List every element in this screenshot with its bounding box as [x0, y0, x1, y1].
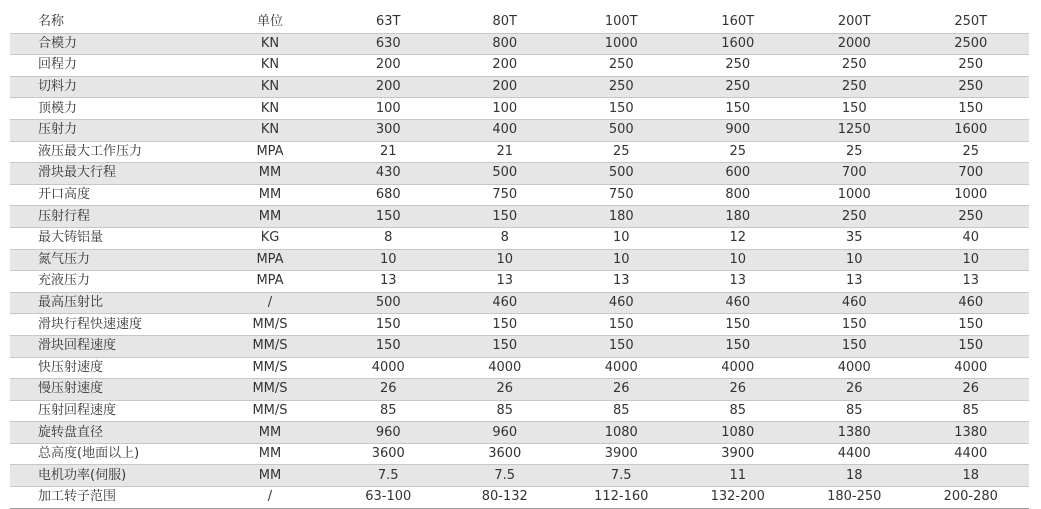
- value-cell-100t: 180: [563, 206, 680, 228]
- value-cell-250t: 85: [913, 400, 1030, 422]
- value-cell-160t: 132-200: [680, 487, 797, 509]
- value-cell-200t: 150: [796, 335, 913, 357]
- value-cell-250t: 1380: [913, 422, 1030, 444]
- value-cell-160t: 3900: [680, 443, 797, 465]
- header-name: 名称: [10, 12, 210, 33]
- value-cell-100t: 1000: [563, 33, 680, 55]
- param-unit-cell: KG: [210, 227, 330, 249]
- value-cell-250t: 26: [913, 379, 1030, 401]
- param-name-cell: 充液压力: [10, 271, 210, 293]
- value-cell-100t: 7.5: [563, 465, 680, 487]
- value-cell-250t: 13: [913, 271, 1030, 293]
- value-cell-80t: 21: [447, 141, 564, 163]
- table-row: [10, 443, 1029, 465]
- param-name-cell: 开口高度: [10, 184, 210, 206]
- value-cell-80t: 200: [447, 76, 564, 98]
- table-row: [10, 335, 1029, 357]
- value-cell-250t: 250: [913, 55, 1030, 77]
- value-cell-63t: 26: [330, 379, 447, 401]
- value-cell-100t: 13: [563, 271, 680, 293]
- param-name-cell: 压射力: [10, 119, 210, 141]
- table-row: [10, 98, 1029, 120]
- table-row: [10, 292, 1029, 314]
- value-cell-250t: 200-280: [913, 487, 1030, 509]
- param-name-cell: 总高度(地面以上): [10, 443, 210, 465]
- value-cell-63t: 200: [330, 76, 447, 98]
- value-cell-100t: 3900: [563, 443, 680, 465]
- value-cell-160t: 26: [680, 379, 797, 401]
- param-unit-cell: KN: [210, 76, 330, 98]
- param-unit-cell: MM: [210, 184, 330, 206]
- param-unit-cell: MM/S: [210, 335, 330, 357]
- value-cell-200t: 4000: [796, 357, 913, 379]
- param-unit-cell: MM/S: [210, 357, 330, 379]
- value-cell-100t: 250: [563, 55, 680, 77]
- value-cell-160t: 85: [680, 400, 797, 422]
- value-cell-63t: 680: [330, 184, 447, 206]
- value-cell-80t: 100: [447, 98, 564, 120]
- value-cell-160t: 13: [680, 271, 797, 293]
- value-cell-100t: 112-160: [563, 487, 680, 509]
- value-cell-80t: 400: [447, 119, 564, 141]
- table-row: [10, 271, 1029, 293]
- value-cell-160t: 250: [680, 55, 797, 77]
- table-row: [10, 227, 1029, 249]
- value-cell-250t: 1600: [913, 119, 1030, 141]
- value-cell-200t: 700: [796, 163, 913, 185]
- header-model-250t: 250T: [913, 12, 1030, 33]
- value-cell-200t: 1250: [796, 119, 913, 141]
- param-name-cell: 切料力: [10, 76, 210, 98]
- value-cell-160t: 900: [680, 119, 797, 141]
- value-cell-160t: 11: [680, 465, 797, 487]
- value-cell-250t: 250: [913, 206, 1030, 228]
- param-unit-cell: KN: [210, 33, 330, 55]
- value-cell-100t: 500: [563, 163, 680, 185]
- param-name-cell: 最高压射比: [10, 292, 210, 314]
- value-cell-250t: 150: [913, 98, 1030, 120]
- value-cell-63t: 150: [330, 314, 447, 336]
- param-unit-cell: MM/S: [210, 400, 330, 422]
- value-cell-100t: 4000: [563, 357, 680, 379]
- header-model-63t: 63T: [330, 12, 447, 33]
- param-unit-cell: /: [210, 487, 330, 509]
- value-cell-200t: 35: [796, 227, 913, 249]
- value-cell-250t: 4000: [913, 357, 1030, 379]
- value-cell-63t: 300: [330, 119, 447, 141]
- table-body: [10, 33, 1029, 508]
- value-cell-250t: 18: [913, 465, 1030, 487]
- value-cell-160t: 150: [680, 98, 797, 120]
- value-cell-200t: 25: [796, 141, 913, 163]
- header-model-200t: 200T: [796, 12, 913, 33]
- value-cell-80t: 85: [447, 400, 564, 422]
- value-cell-80t: 13: [447, 271, 564, 293]
- param-unit-cell: MM/S: [210, 314, 330, 336]
- value-cell-200t: 250: [796, 206, 913, 228]
- value-cell-100t: 1080: [563, 422, 680, 444]
- value-cell-80t: 500: [447, 163, 564, 185]
- value-cell-160t: 1600: [680, 33, 797, 55]
- value-cell-80t: 4000: [447, 357, 564, 379]
- value-cell-63t: 200: [330, 55, 447, 77]
- value-cell-200t: 1000: [796, 184, 913, 206]
- value-cell-100t: 25: [563, 141, 680, 163]
- param-name-cell: 电机功率(伺服): [10, 465, 210, 487]
- param-name-cell: 氮气压力: [10, 249, 210, 271]
- value-cell-160t: 150: [680, 335, 797, 357]
- value-cell-80t: 7.5: [447, 465, 564, 487]
- param-unit-cell: MPA: [210, 271, 330, 293]
- param-unit-cell: MM: [210, 422, 330, 444]
- table-row: [10, 119, 1029, 141]
- param-unit-cell: KN: [210, 55, 330, 77]
- param-name-cell: 滑块回程速度: [10, 335, 210, 357]
- value-cell-63t: 8: [330, 227, 447, 249]
- value-cell-160t: 600: [680, 163, 797, 185]
- table-row: [10, 249, 1029, 271]
- param-unit-cell: KN: [210, 119, 330, 141]
- value-cell-100t: 500: [563, 119, 680, 141]
- table-row: [10, 76, 1029, 98]
- param-name-cell: 压射行程: [10, 206, 210, 228]
- param-unit-cell: KN: [210, 98, 330, 120]
- value-cell-63t: 10: [330, 249, 447, 271]
- value-cell-80t: 460: [447, 292, 564, 314]
- value-cell-63t: 960: [330, 422, 447, 444]
- table-header: [10, 12, 1029, 33]
- value-cell-100t: 150: [563, 98, 680, 120]
- value-cell-250t: 4400: [913, 443, 1030, 465]
- param-name-cell: 滑块行程快速速度: [10, 314, 210, 336]
- table-row: [10, 184, 1029, 206]
- table-row: [10, 33, 1029, 55]
- table-row: [10, 422, 1029, 444]
- table-row: [10, 141, 1029, 163]
- value-cell-250t: 700: [913, 163, 1030, 185]
- value-cell-63t: 630: [330, 33, 447, 55]
- value-cell-100t: 10: [563, 227, 680, 249]
- value-cell-100t: 85: [563, 400, 680, 422]
- value-cell-63t: 150: [330, 335, 447, 357]
- table-row: [10, 400, 1029, 422]
- param-unit-cell: MM: [210, 443, 330, 465]
- value-cell-200t: 180-250: [796, 487, 913, 509]
- value-cell-100t: 150: [563, 314, 680, 336]
- param-unit-cell: MM: [210, 206, 330, 228]
- table-row: [10, 206, 1029, 228]
- value-cell-80t: 80-132: [447, 487, 564, 509]
- value-cell-160t: 10: [680, 249, 797, 271]
- value-cell-200t: 10: [796, 249, 913, 271]
- table-row: [10, 487, 1029, 509]
- value-cell-160t: 460: [680, 292, 797, 314]
- value-cell-200t: 250: [796, 55, 913, 77]
- value-cell-250t: 460: [913, 292, 1030, 314]
- value-cell-80t: 200: [447, 55, 564, 77]
- value-cell-63t: 4000: [330, 357, 447, 379]
- param-unit-cell: MM: [210, 163, 330, 185]
- value-cell-80t: 150: [447, 314, 564, 336]
- value-cell-200t: 4400: [796, 443, 913, 465]
- param-name-cell: 合模力: [10, 33, 210, 55]
- value-cell-80t: 3600: [447, 443, 564, 465]
- value-cell-63t: 100: [330, 98, 447, 120]
- param-name-cell: 加工转子范围: [10, 487, 210, 509]
- header-unit: 单位: [210, 12, 330, 33]
- value-cell-160t: 800: [680, 184, 797, 206]
- value-cell-250t: 150: [913, 314, 1030, 336]
- param-name-cell: 最大铸铝量: [10, 227, 210, 249]
- value-cell-100t: 750: [563, 184, 680, 206]
- value-cell-80t: 26: [447, 379, 564, 401]
- value-cell-100t: 26: [563, 379, 680, 401]
- value-cell-100t: 460: [563, 292, 680, 314]
- value-cell-63t: 500: [330, 292, 447, 314]
- value-cell-63t: 63-100: [330, 487, 447, 509]
- value-cell-160t: 150: [680, 314, 797, 336]
- table-row: [10, 465, 1029, 487]
- value-cell-250t: 25: [913, 141, 1030, 163]
- value-cell-63t: 85: [330, 400, 447, 422]
- value-cell-200t: 18: [796, 465, 913, 487]
- value-cell-200t: 460: [796, 292, 913, 314]
- value-cell-100t: 10: [563, 249, 680, 271]
- header-model-160t: 160T: [680, 12, 797, 33]
- value-cell-80t: 800: [447, 33, 564, 55]
- param-name-cell: 回程力: [10, 55, 210, 77]
- value-cell-250t: 2500: [913, 33, 1030, 55]
- param-unit-cell: MPA: [210, 141, 330, 163]
- value-cell-80t: 750: [447, 184, 564, 206]
- value-cell-200t: 13: [796, 271, 913, 293]
- param-unit-cell: MPA: [210, 249, 330, 271]
- value-cell-80t: 8: [447, 227, 564, 249]
- value-cell-200t: 26: [796, 379, 913, 401]
- value-cell-250t: 40: [913, 227, 1030, 249]
- value-cell-80t: 150: [447, 335, 564, 357]
- value-cell-200t: 2000: [796, 33, 913, 55]
- value-cell-160t: 4000: [680, 357, 797, 379]
- value-cell-160t: 12: [680, 227, 797, 249]
- param-name-cell: 慢压射速度: [10, 379, 210, 401]
- value-cell-63t: 3600: [330, 443, 447, 465]
- table-row: [10, 163, 1029, 185]
- value-cell-200t: 150: [796, 98, 913, 120]
- param-name-cell: 快压射速度: [10, 357, 210, 379]
- value-cell-80t: 10: [447, 249, 564, 271]
- table-row: [10, 55, 1029, 77]
- spec-table: [10, 12, 1029, 509]
- value-cell-100t: 150: [563, 335, 680, 357]
- value-cell-250t: 1000: [913, 184, 1030, 206]
- value-cell-160t: 180: [680, 206, 797, 228]
- param-unit-cell: MM/S: [210, 379, 330, 401]
- table-row: [10, 379, 1029, 401]
- value-cell-250t: 10: [913, 249, 1030, 271]
- value-cell-80t: 150: [447, 206, 564, 228]
- value-cell-250t: 150: [913, 335, 1030, 357]
- header-model-100t: 100T: [563, 12, 680, 33]
- param-name-cell: 旋转盘直径: [10, 422, 210, 444]
- value-cell-200t: 1380: [796, 422, 913, 444]
- header-model-80t: 80T: [447, 12, 564, 33]
- param-unit-cell: MM: [210, 465, 330, 487]
- value-cell-200t: 250: [796, 76, 913, 98]
- value-cell-100t: 250: [563, 76, 680, 98]
- param-name-cell: 液压最大工作压力: [10, 141, 210, 163]
- value-cell-200t: 85: [796, 400, 913, 422]
- value-cell-200t: 150: [796, 314, 913, 336]
- param-name-cell: 压射回程速度: [10, 400, 210, 422]
- value-cell-63t: 150: [330, 206, 447, 228]
- value-cell-63t: 430: [330, 163, 447, 185]
- value-cell-160t: 250: [680, 76, 797, 98]
- value-cell-250t: 250: [913, 76, 1030, 98]
- param-unit-cell: /: [210, 292, 330, 314]
- value-cell-63t: 7.5: [330, 465, 447, 487]
- table-row: [10, 314, 1029, 336]
- table-row: [10, 357, 1029, 379]
- param-name-cell: 顶模力: [10, 98, 210, 120]
- value-cell-80t: 960: [447, 422, 564, 444]
- param-name-cell: 滑块最大行程: [10, 163, 210, 185]
- value-cell-160t: 1080: [680, 422, 797, 444]
- value-cell-63t: 21: [330, 141, 447, 163]
- value-cell-160t: 25: [680, 141, 797, 163]
- header-row: [10, 12, 1029, 33]
- value-cell-63t: 13: [330, 271, 447, 293]
